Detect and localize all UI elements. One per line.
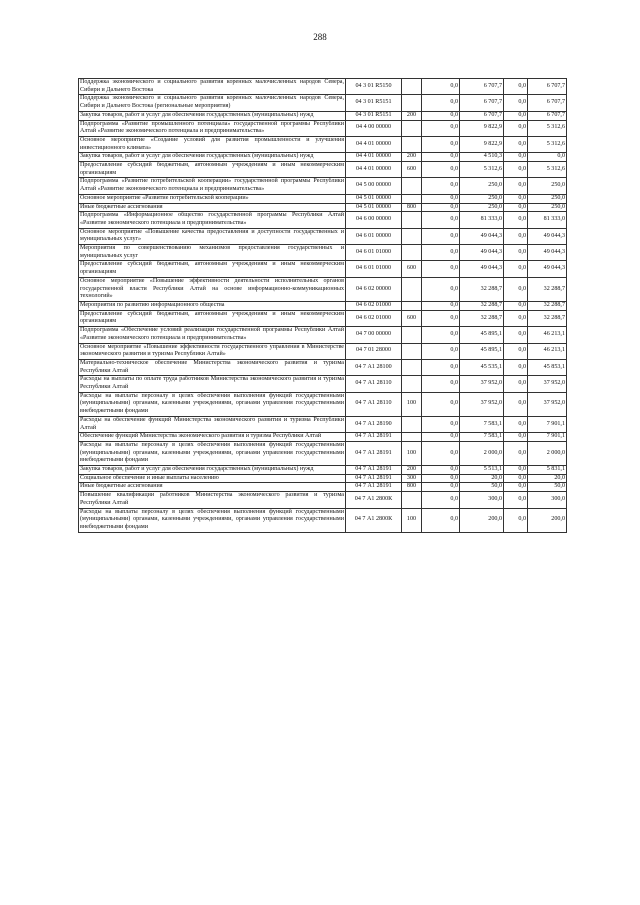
row-value-3-cell: 0,0 [504,277,528,301]
row-value-1-cell: 0,0 [422,392,460,416]
table-row [79,433,567,442]
row-value-2-cell: 250,0 [460,194,504,203]
row-value-1-cell: 0,0 [422,301,460,310]
row-name-cell: Расходы на выплаты по оплате труда работников Министерства экономического развития и туризма Республики Алтай [79,376,346,392]
row-expense-type-cell [402,343,422,359]
row-expense-type-cell [402,416,422,432]
row-value-4-cell: 49 044,3 [528,228,567,244]
row-code-cell: 04 6 01 01000 [346,245,402,261]
row-expense-type-cell [402,194,422,203]
table-row [79,416,567,432]
row-code-cell: 04 3 01 R5150 [346,79,402,95]
table-row [79,261,567,277]
row-value-3-cell: 0,0 [504,162,528,178]
row-value-3-cell: 0,0 [504,466,528,475]
table-row [79,376,567,392]
row-value-1-cell: 0,0 [422,162,460,178]
budget-table [78,78,567,533]
row-value-2-cell: 37 952,0 [460,392,504,416]
row-name-cell: Повышение квалификации работников Министерства экономического развития и туризма Республики Алтай [79,492,346,508]
row-expense-type-cell [402,79,422,95]
row-value-1-cell: 0,0 [422,343,460,359]
table-row [79,508,567,532]
row-code-cell: 04 5 01 00000 [346,203,402,212]
row-value-1-cell: 0,0 [422,261,460,277]
row-value-4-cell: 250,0 [528,178,567,194]
row-value-4-cell: 37 952,0 [528,376,567,392]
row-value-4-cell: 5 312,6 [528,136,567,152]
row-code-cell: 04 7 А1 28191 [346,474,402,483]
row-name-cell: Основное мероприятие «Повышение эффективности государственного управления в Министерстве экономического развития и туризма Республики Алтай» [79,343,346,359]
row-value-1-cell: 0,0 [422,433,460,442]
row-code-cell: 04 3 01 R5151 [346,95,402,111]
row-value-4-cell: 7 901,1 [528,416,567,432]
table-row [79,441,567,465]
row-code-cell: 04 7 00 00000 [346,327,402,343]
table-row [79,95,567,111]
row-name-cell: Обеспечение функций Министерства экономического развития и туризма Республики Алтай [79,433,346,442]
row-value-3-cell: 0,0 [504,359,528,375]
row-value-3-cell: 0,0 [504,376,528,392]
row-value-1-cell: 0,0 [422,228,460,244]
row-value-4-cell: 32 288,7 [528,277,567,301]
row-value-3-cell: 0,0 [504,95,528,111]
row-value-1-cell: 0,0 [422,310,460,326]
row-value-4-cell: 6 707,7 [528,95,567,111]
row-expense-type-cell [402,95,422,111]
row-value-3-cell: 0,0 [504,474,528,483]
row-value-4-cell: 20,0 [528,474,567,483]
row-name-cell: Материально-техническое обеспечение Министерства экономического развития и туризма Республики Алтай [79,359,346,375]
row-name-cell: Расходы на обеспечение функций Министерства экономического развития и туризма Республики Алтай [79,416,346,432]
row-value-2-cell: 32 288,7 [460,277,504,301]
row-expense-type-cell [402,433,422,442]
table-row [79,79,567,95]
budget-table-body [79,79,567,533]
row-value-4-cell: 5 312,6 [528,120,567,136]
table-row [79,153,567,162]
table-row [79,492,567,508]
row-value-2-cell: 45 895,1 [460,343,504,359]
row-code-cell: 04 7 А1 2800К [346,508,402,532]
row-value-3-cell: 0,0 [504,343,528,359]
row-name-cell: Подпрограмма «Развитие потребительской кооперации» государственной программы Республики Алтай «Развитие экономического потенциала и предпринимательства» [79,178,346,194]
table-row [79,466,567,475]
row-expense-type-cell: 600 [402,162,422,178]
table-row [79,194,567,203]
row-value-4-cell: 200,0 [528,508,567,532]
row-name-cell: Подпрограмма «Развитие промышленного потенциала» государственной программы Республики Алтай «Развитие экономического потенциала и предпринимательства» [79,120,346,136]
row-value-3-cell: 0,0 [504,327,528,343]
row-name-cell: Предоставление субсидий бюджетным, автономным учреждениям и иным некоммерческим организациям [79,310,346,326]
row-code-cell: 04 7 А1 28190 [346,416,402,432]
row-expense-type-cell [402,136,422,152]
row-value-2-cell: 32 288,7 [460,301,504,310]
row-value-4-cell: 5 831,1 [528,466,567,475]
table-row [79,228,567,244]
row-value-1-cell: 0,0 [422,466,460,475]
row-value-2-cell: 49 044,3 [460,245,504,261]
row-name-cell: Основное мероприятие «Повышение эффективности деятельности исполнительных органов государственной власти Республики Алтай на основе информационно-коммуникационных технологий» [79,277,346,301]
row-expense-type-cell [402,178,422,194]
row-code-cell: 04 7 А1 2800К [346,492,402,508]
row-code-cell: 04 6 02 00000 [346,277,402,301]
row-value-1-cell: 0,0 [422,474,460,483]
row-code-cell: 04 7 А1 28191 [346,433,402,442]
row-value-3-cell: 0,0 [504,416,528,432]
row-value-3-cell: 0,0 [504,508,528,532]
row-value-2-cell: 81 333,0 [460,212,504,228]
row-expense-type-cell: 200 [402,111,422,120]
row-value-2-cell: 5 513,1 [460,466,504,475]
row-value-2-cell: 9 822,9 [460,136,504,152]
row-expense-type-cell [402,359,422,375]
row-name-cell: Поддержка экономического и социального развития коренных малочисленных народов Севера, Сибири и Дальнего Востока (региональные мероприятия) [79,95,346,111]
row-value-1-cell: 0,0 [422,327,460,343]
table-row [79,111,567,120]
row-value-2-cell: 20,0 [460,474,504,483]
row-name-cell: Закупка товаров, работ и услуг для обеспечения государственных (муниципальных) нужд [79,153,346,162]
row-code-cell: 04 4 00 00000 [346,120,402,136]
row-expense-type-cell: 600 [402,261,422,277]
row-value-4-cell: 2 000,0 [528,441,567,465]
row-value-3-cell: 0,0 [504,79,528,95]
row-name-cell: Основное мероприятие «Развитие потребительской кооперации» [79,194,346,203]
row-value-2-cell: 37 952,0 [460,376,504,392]
row-value-2-cell: 6 707,7 [460,95,504,111]
row-value-3-cell: 0,0 [504,310,528,326]
row-value-2-cell: 32 288,7 [460,310,504,326]
row-code-cell: 04 7 А1 28191 [346,466,402,475]
row-value-2-cell: 6 707,7 [460,111,504,120]
row-value-1-cell: 0,0 [422,492,460,508]
row-name-cell: Основное мероприятие «Создание условий для развития промышленности и улучшения инвестиционного климата» [79,136,346,152]
row-name-cell: Предоставление субсидий бюджетным, автономным учреждениям и иным некоммерческим организациям [79,162,346,178]
table-row [79,162,567,178]
row-value-4-cell: 0,0 [528,153,567,162]
row-expense-type-cell [402,492,422,508]
row-value-1-cell: 0,0 [422,153,460,162]
row-value-3-cell: 0,0 [504,433,528,442]
row-code-cell: 04 7 А1 28191 [346,483,402,492]
row-code-cell: 04 7 01 28000 [346,343,402,359]
row-value-3-cell: 0,0 [504,111,528,120]
row-value-1-cell: 0,0 [422,178,460,194]
row-expense-type-cell [402,327,422,343]
row-value-2-cell: 300,0 [460,492,504,508]
row-expense-type-cell: 800 [402,483,422,492]
row-expense-type-cell [402,212,422,228]
row-value-2-cell: 9 822,9 [460,120,504,136]
row-value-2-cell: 4 510,3 [460,153,504,162]
row-value-1-cell: 0,0 [422,441,460,465]
row-code-cell: 04 6 01 01000 [346,261,402,277]
row-value-3-cell: 0,0 [504,120,528,136]
row-code-cell: 04 6 02 01000 [346,310,402,326]
table-row [79,474,567,483]
row-value-3-cell: 0,0 [504,441,528,465]
row-code-cell: 04 7 А1 28100 [346,359,402,375]
row-expense-type-cell: 300 [402,474,422,483]
row-value-4-cell: 46 213,1 [528,343,567,359]
row-expense-type-cell: 200 [402,153,422,162]
row-expense-type-cell [402,301,422,310]
table-row [79,483,567,492]
row-value-4-cell: 32 288,7 [528,310,567,326]
row-value-2-cell: 7 583,1 [460,433,504,442]
row-value-3-cell: 0,0 [504,492,528,508]
row-value-1-cell: 0,0 [422,79,460,95]
row-value-2-cell: 7 583,1 [460,416,504,432]
row-value-4-cell: 7 901,1 [528,433,567,442]
table-row [79,178,567,194]
row-name-cell: Социальное обеспечение и иные выплаты населению [79,474,346,483]
row-value-3-cell: 0,0 [504,153,528,162]
row-value-1-cell: 0,0 [422,95,460,111]
row-value-1-cell: 0,0 [422,120,460,136]
row-expense-type-cell [402,376,422,392]
row-value-1-cell: 0,0 [422,359,460,375]
row-expense-type-cell: 600 [402,310,422,326]
row-value-1-cell: 0,0 [422,194,460,203]
row-value-3-cell: 0,0 [504,261,528,277]
row-value-3-cell: 0,0 [504,245,528,261]
row-name-cell: Подпрограмма «Обеспечение условий реализации государственной программы Республики Алтай «Развитие экономического потенциала и предпринимательства» [79,327,346,343]
row-value-3-cell: 0,0 [504,194,528,203]
row-code-cell: 04 6 01 00000 [346,228,402,244]
row-value-1-cell: 0,0 [422,508,460,532]
row-expense-type-cell: 100 [402,441,422,465]
row-expense-type-cell: 100 [402,392,422,416]
row-name-cell: Закупка товаров, работ и услуг для обеспечения государственных (муниципальных) нужд [79,466,346,475]
row-value-2-cell: 6 707,7 [460,79,504,95]
table-row [79,136,567,152]
row-name-cell: Расходы на выплаты персоналу в целях обеспечения выполнения функций государственными (муниципальными) органами, казенными учреждениями, органами управления государственными внебюджетными фондами [79,508,346,532]
row-code-cell: 04 6 02 01000 [346,301,402,310]
row-value-2-cell: 45 895,1 [460,327,504,343]
row-value-4-cell: 50,0 [528,483,567,492]
row-name-cell: Закупка товаров, работ и услуг для обеспечения государственных (муниципальных) нужд [79,111,346,120]
row-name-cell: Поддержка экономического и социального развития коренных малочисленных народов Севера, Сибири и Дальнего Востока [79,79,346,95]
table-row [79,327,567,343]
row-code-cell: 04 7 А1 28191 [346,441,402,465]
row-value-4-cell: 32 288,7 [528,301,567,310]
row-expense-type-cell: 800 [402,203,422,212]
row-value-4-cell: 300,0 [528,492,567,508]
table-row [79,212,567,228]
row-name-cell: Предоставление субсидий бюджетным, автономным учреждениям и иным некоммерческим организациям [79,261,346,277]
row-value-1-cell: 0,0 [422,483,460,492]
row-value-2-cell: 50,0 [460,483,504,492]
row-expense-type-cell: 100 [402,508,422,532]
row-code-cell: 04 4 01 00000 [346,153,402,162]
row-value-1-cell: 0,0 [422,203,460,212]
row-expense-type-cell [402,228,422,244]
row-expense-type-cell: 200 [402,466,422,475]
row-value-2-cell: 5 312,6 [460,162,504,178]
row-value-4-cell: 6 707,7 [528,111,567,120]
row-name-cell: Мероприятия по совершенствованию механизмов предоставления государственных и муниципальных услуг [79,245,346,261]
row-value-2-cell: 250,0 [460,178,504,194]
row-value-4-cell: 81 333,0 [528,212,567,228]
row-value-1-cell: 0,0 [422,136,460,152]
row-value-3-cell: 0,0 [504,483,528,492]
row-value-4-cell: 49 044,3 [528,245,567,261]
table-row [79,301,567,310]
row-name-cell: Расходы на выплаты персоналу в целях обеспечения выполнения функций государственными (муниципальными) органами, казенными учреждениями, органами управления государственными внебюджетными фондами [79,392,346,416]
table-row [79,392,567,416]
table-row [79,310,567,326]
row-code-cell: 04 7 А1 28110 [346,392,402,416]
row-code-cell: 04 6 00 00000 [346,212,402,228]
table-row [79,277,567,301]
row-code-cell: 04 5 00 00000 [346,178,402,194]
row-value-3-cell: 0,0 [504,212,528,228]
row-code-cell: 04 4 01 00000 [346,136,402,152]
row-value-3-cell: 0,0 [504,228,528,244]
row-value-3-cell: 0,0 [504,301,528,310]
row-value-1-cell: 0,0 [422,111,460,120]
table-row [79,120,567,136]
row-value-1-cell: 0,0 [422,376,460,392]
row-value-3-cell: 0,0 [504,178,528,194]
row-value-4-cell: 250,0 [528,203,567,212]
row-value-2-cell: 2 000,0 [460,441,504,465]
row-value-4-cell: 45 853,1 [528,359,567,375]
row-value-1-cell: 0,0 [422,277,460,301]
row-name-cell: Мероприятия по развитию информационного общества [79,301,346,310]
table-row [79,245,567,261]
row-name-cell: Подпрограмма «Информационное общество государственной программы Республики Алтай «Развитие экономического потенциала и предпринимательства» [79,212,346,228]
row-value-1-cell: 0,0 [422,245,460,261]
table-row [79,343,567,359]
row-code-cell: 04 3 01 R5151 [346,111,402,120]
table-row [79,359,567,375]
row-expense-type-cell [402,245,422,261]
row-name-cell: Иные бюджетные ассигнования [79,203,346,212]
row-code-cell: 04 7 А1 28110 [346,376,402,392]
row-name-cell: Расходы на выплаты персоналу в целях обеспечения выполнения функций государственными (муниципальными) органами, казенными учреждениями, органами управления государственными внебюджетными фондами [79,441,346,465]
row-value-2-cell: 45 535,1 [460,359,504,375]
row-value-4-cell: 250,0 [528,194,567,203]
row-value-2-cell: 200,0 [460,508,504,532]
row-value-2-cell: 250,0 [460,203,504,212]
row-value-3-cell: 0,0 [504,203,528,212]
row-value-2-cell: 49 044,3 [460,261,504,277]
row-value-1-cell: 0,0 [422,416,460,432]
row-value-4-cell: 5 312,6 [528,162,567,178]
row-value-2-cell: 49 044,3 [460,228,504,244]
table-row [79,203,567,212]
row-value-4-cell: 46 213,1 [528,327,567,343]
row-code-cell: 04 5 01 00000 [346,194,402,203]
row-value-3-cell: 0,0 [504,392,528,416]
row-value-4-cell: 6 707,7 [528,79,567,95]
row-expense-type-cell [402,277,422,301]
row-code-cell: 04 4 01 00000 [346,162,402,178]
page-number: 288 [313,32,327,42]
row-name-cell: Основное мероприятие «Повышение качества предоставления и доступности государственных и муниципальных услуг» [79,228,346,244]
row-value-1-cell: 0,0 [422,212,460,228]
row-name-cell: Иные бюджетные ассигнования [79,483,346,492]
row-value-4-cell: 49 044,3 [528,261,567,277]
row-expense-type-cell [402,120,422,136]
row-value-4-cell: 37 952,0 [528,392,567,416]
row-value-3-cell: 0,0 [504,136,528,152]
